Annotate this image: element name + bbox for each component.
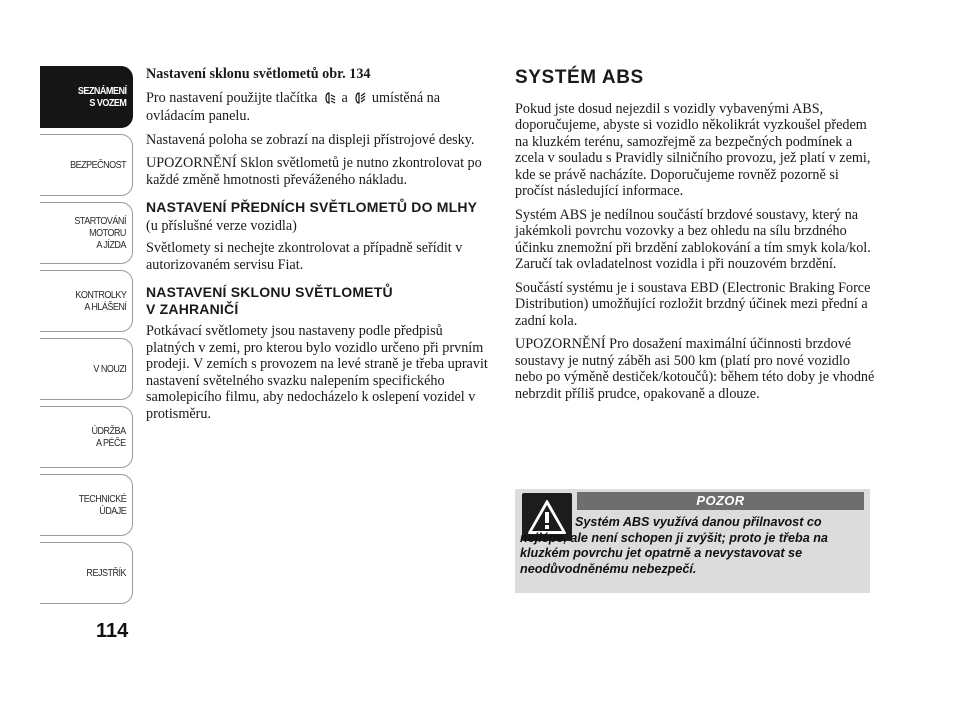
display-paragraph: Nastavená poloha se zobrazí na displeji přístrojové desky. <box>146 131 475 148</box>
tab-bezpecnost[interactable] <box>40 134 133 196</box>
chapter-tabs <box>40 66 133 610</box>
left-column <box>146 66 491 429</box>
note-paragraph: UPOZORNĚNÍ Sklon světlometů je nutno zkontrolovat po každé změně hmotnosti převáženého nákladu. <box>146 155 482 188</box>
warning-title: POZOR <box>577 492 864 510</box>
tab-label: V NOUZI <box>92 363 126 375</box>
headlight-tilt-paragraph <box>146 90 491 125</box>
abs-system-paragraph: Systém ABS je nedílnou součástí brzdové soustavy, který na jakémkoli povrchu vozovky a bez ohledu na sílu brzdného účinku znemožní při brzdění zablokování a tím smyk kola/kol. Zaručí tak ovladatelnost vozidla i při nouzovém brzdění. <box>515 206 871 272</box>
tab-label: KONTROLKY A HLÁŠENÍ <box>74 289 126 313</box>
tab-label: REJSTŘÍK <box>86 567 126 579</box>
tab-udrzba[interactable] <box>40 406 133 468</box>
fog-lights-paragraph: Světlomety si nechejte zkontrolovat a případně seřídit v autorizovaném servisu Fiat. <box>146 240 463 273</box>
break-in-paragraph: UPOZORNĚNÍ Pro dosažení maximální účinnosti brzdové soustavy je nutný záběh asi 500 km (platí pro nové vozidlo nebo po výměně destiček/kotoučů): během této doby je vhodné nebrzdit příliš prudce, opakovaně a dlouze. <box>515 336 875 402</box>
tab-v-nouzi[interactable] <box>40 338 133 400</box>
heading-line: NASTAVENÍ SKLONU SVĚTLOMETŮ <box>146 284 393 300</box>
warning-box <box>515 489 870 593</box>
headlight-up-icon <box>353 92 366 109</box>
tab-label: BEZPEČNOST <box>69 159 126 171</box>
fog-lights-heading <box>146 199 491 234</box>
abroad-heading <box>146 284 491 317</box>
headlight-down-icon <box>323 92 336 109</box>
tab-rejstrik[interactable] <box>40 542 133 604</box>
tab-technicke-udaje[interactable] <box>40 474 133 536</box>
heading-line: V ZAHRANIČÍ <box>146 300 239 317</box>
warning-text: Systém ABS využívá danou přilnavost co nejlépe, ale není schopen ji zvýšit; proto je třeba na kluzkém povrchu jet opatrně a nevystavovat se neodůvodněnému nebezpečí. <box>520 515 828 576</box>
text-fragment: Pro nastavení použijte tlačítka <box>146 89 321 106</box>
tab-label: STARTOVÁNÍ MOTORU A JÍZDA <box>74 215 126 251</box>
heading-text: NASTAVENÍ PŘEDNÍCH SVĚTLOMETŮ DO MLHY <box>146 199 478 215</box>
abs-intro-paragraph: Pokud jste dosud nejezdil s vozidly vybavenými ABS, doporučujeme, abyste si vozidlo několikrát vyzkoušel předem na kluzkém terénu, samozřejmě za bezpečných podmínek a zcela v souladu s Pravidly silničního provozu, jež platí v zemi, kde se právě nacházíte. Doporučujeme rovněž pozorně si pročíst následující informace. <box>515 100 871 199</box>
heading-suffix: (u příslušné verze vozidla) <box>146 217 297 234</box>
tab-label: SEZNÁMENÍ S VOZEM <box>77 85 126 109</box>
page-number: 114 <box>96 620 129 642</box>
tab-label: ÚDRŽBA A PÉČE <box>91 425 126 449</box>
right-column <box>515 66 875 409</box>
tab-seznameni-s-vozem[interactable] <box>40 66 133 128</box>
tab-label: TECHNICKÉ ÚDAJE <box>78 493 126 517</box>
section-title: SYSTÉM ABS <box>515 67 644 88</box>
tab-startovani-motoru[interactable] <box>40 202 133 264</box>
ebd-paragraph: Součástí systému je i soustava EBD (Electronic Braking Force Distribution) umožňující rozložit brzdný účinek mezi přední a zadní kola. <box>515 279 871 329</box>
headlight-tilt-heading: Nastavení sklonu světlometů obr. 134 <box>146 66 371 82</box>
tab-kontrolky[interactable] <box>40 270 133 332</box>
text-fragment: a <box>337 89 352 106</box>
text-fragment: umístěná na ovládacím panelu. <box>146 89 441 124</box>
abroad-paragraph: Potkávací světlomety jsou nastaveny podle předpisů platných v zemi, pro kterou bylo vozidlo určeno při prvním prodeji. V zemích s provozem na levé straně je třeba upravit nastavení světelného svazku nalepením specifického samolepicího filmu, aby nedocházelo k oslepení vozidel v protisměru. <box>146 323 488 422</box>
